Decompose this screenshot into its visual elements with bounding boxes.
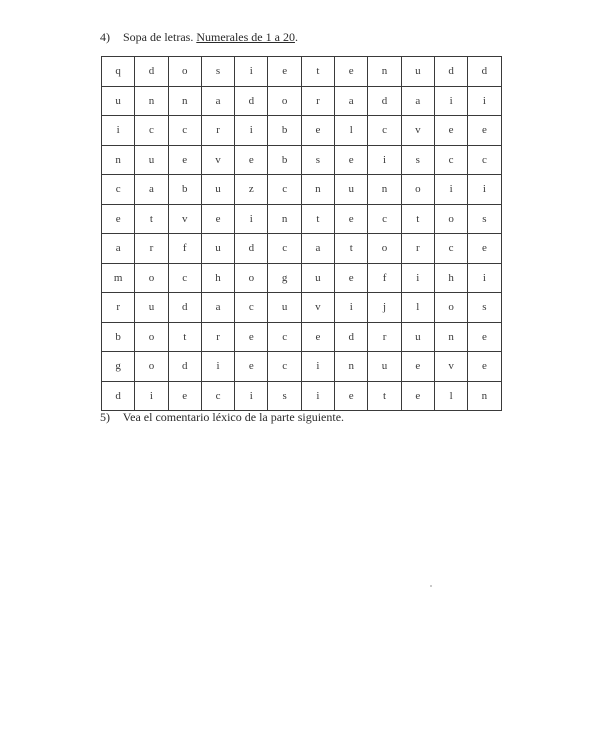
grid-letter-cell: u [201,175,234,205]
grid-letter-cell: n [135,86,168,116]
grid-letter-cell: e [301,322,334,352]
grid-letter-cell: c [268,352,301,382]
grid-letter-cell: i [434,86,467,116]
grid-letter-cell: d [335,322,368,352]
grid-row [102,263,502,293]
grid-letter-cell: j [368,293,401,323]
grid-letter-cell: r [201,322,234,352]
grid-letter-cell: u [102,86,135,116]
grid-letter-cell: d [468,57,501,87]
grid-row [102,86,502,116]
grid-row [102,381,502,411]
grid-letter-cell: n [268,204,301,234]
grid-letter-cell: e [468,322,501,352]
grid-letter-cell: c [201,381,234,411]
grid-letter-cell: a [335,86,368,116]
grid-letter-cell: m [102,263,135,293]
grid-letter-cell: n [434,322,467,352]
grid-letter-cell: l [434,381,467,411]
grid-letter-cell: d [235,86,268,116]
grid-letter-cell: d [168,352,201,382]
grid-letter-cell: b [168,175,201,205]
grid-letter-cell: t [401,204,434,234]
grid-letter-cell: t [301,204,334,234]
exercise-subtitle: Numerales de 1 a 20 [196,30,295,44]
grid-letter-cell: h [434,263,467,293]
grid-letter-cell: l [335,116,368,146]
grid-letter-cell: e [434,116,467,146]
grid-letter-cell: u [135,293,168,323]
grid-letter-cell: i [235,116,268,146]
grid-letter-cell: u [301,263,334,293]
grid-letter-cell: s [468,293,501,323]
grid-letter-cell: f [168,234,201,264]
exercise-title-period: . [294,30,298,44]
exercise-number: 5) [100,410,110,424]
grid-letter-cell: e [468,116,501,146]
grid-letter-cell: o [434,293,467,323]
grid-letter-cell: a [401,86,434,116]
grid-letter-cell: e [201,204,234,234]
grid-letter-cell: z [235,175,268,205]
grid-letter-cell: t [335,234,368,264]
grid-row [102,175,502,205]
grid-letter-cell: g [268,263,301,293]
grid-letter-cell: u [368,352,401,382]
grid-letter-cell: o [168,57,201,87]
grid-letter-cell: d [434,57,467,87]
grid-letter-cell: u [401,57,434,87]
grid-letter-cell: e [468,234,501,264]
grid-letter-cell: r [102,293,135,323]
grid-letter-cell: v [401,116,434,146]
grid-letter-cell: n [102,145,135,175]
grid-row [102,145,502,175]
grid-row [102,352,502,382]
grid-letter-cell: i [401,263,434,293]
grid-row [102,322,502,352]
grid-letter-cell: i [235,204,268,234]
grid-letter-cell: i [468,175,501,205]
grid-letter-cell: o [434,204,467,234]
grid-letter-cell: d [235,234,268,264]
grid-letter-cell: i [135,381,168,411]
grid-letter-cell: d [102,381,135,411]
grid-letter-cell: b [268,116,301,146]
grid-letter-cell: s [201,57,234,87]
grid-letter-cell: l [401,293,434,323]
grid-letter-cell: d [368,86,401,116]
grid-letter-cell: d [168,293,201,323]
grid-letter-cell: n [468,381,501,411]
grid-letter-cell: e [235,352,268,382]
grid-letter-cell: u [201,234,234,264]
grid-letter-cell: c [368,204,401,234]
exercise-4-heading [100,30,298,45]
grid-letter-cell: h [201,263,234,293]
grid-letter-cell: n [168,86,201,116]
grid-letter-cell: o [368,234,401,264]
grid-letter-cell: f [368,263,401,293]
grid-letter-cell: e [335,145,368,175]
grid-letter-cell: e [168,145,201,175]
grid-letter-cell: b [268,145,301,175]
grid-letter-cell: c [268,322,301,352]
grid-letter-cell: e [401,352,434,382]
grid-letter-cell: g [102,352,135,382]
grid-letter-cell: r [401,234,434,264]
grid-letter-cell: i [201,352,234,382]
grid-row [102,57,502,87]
grid-letter-cell: e [235,322,268,352]
grid-letter-cell: u [401,322,434,352]
exercise-5-note [100,410,344,425]
exercise-note-text: Vea el comentario léxico de la parte siguiente. [122,410,345,424]
grid-row [102,204,502,234]
grid-letter-cell: e [301,116,334,146]
grid-letter-cell: s [301,145,334,175]
grid-letter-cell: a [102,234,135,264]
grid-letter-cell: n [368,175,401,205]
grid-letter-cell: c [434,145,467,175]
grid-letter-cell: a [201,293,234,323]
grid-letter-cell: a [301,234,334,264]
grid-letter-cell: n [301,175,334,205]
grid-letter-cell: e [335,263,368,293]
grid-letter-cell: e [468,352,501,382]
grid-letter-cell: c [268,234,301,264]
grid-letter-cell: u [135,145,168,175]
grid-letter-cell: v [168,204,201,234]
grid-letter-cell: o [135,322,168,352]
grid-letter-cell: o [268,86,301,116]
grid-letter-cell: c [168,263,201,293]
exercise-title: Sopa de letras. [123,30,194,44]
grid-letter-cell: e [401,381,434,411]
grid-letter-cell: t [301,57,334,87]
grid-letter-cell: t [168,322,201,352]
grid-letter-cell: r [301,86,334,116]
grid-letter-cell: e [335,204,368,234]
grid-letter-cell: a [201,86,234,116]
grid-letter-cell: t [368,381,401,411]
grid-letter-cell: c [268,175,301,205]
word-search-grid [101,56,502,411]
grid-letter-cell: e [268,57,301,87]
grid-row [102,293,502,323]
grid-letter-cell: r [201,116,234,146]
grid-letter-cell: r [368,322,401,352]
grid-letter-cell: u [335,175,368,205]
grid-letter-cell: i [102,116,135,146]
word-search-grid-body [102,57,502,411]
grid-letter-cell: a [135,175,168,205]
grid-letter-cell: i [434,175,467,205]
grid-row [102,116,502,146]
grid-letter-cell: i [301,381,334,411]
grid-letter-cell: e [235,145,268,175]
grid-letter-cell: q [102,57,135,87]
grid-letter-cell: c [168,116,201,146]
grid-letter-cell: c [368,116,401,146]
scan-speck [430,585,432,587]
grid-letter-cell: i [468,263,501,293]
exercise-number: 4) [100,30,110,44]
grid-letter-cell: c [434,234,467,264]
grid-letter-cell: c [102,175,135,205]
grid-letter-cell: i [468,86,501,116]
grid-letter-cell: t [135,204,168,234]
grid-letter-cell: v [301,293,334,323]
grid-letter-cell: e [335,57,368,87]
grid-row [102,234,502,264]
grid-letter-cell: b [102,322,135,352]
grid-letter-cell: c [135,116,168,146]
grid-letter-cell: o [135,263,168,293]
grid-letter-cell: c [235,293,268,323]
grid-letter-cell: o [401,175,434,205]
grid-letter-cell: i [235,57,268,87]
grid-letter-cell: o [235,263,268,293]
grid-letter-cell: s [468,204,501,234]
grid-letter-cell: n [368,57,401,87]
grid-letter-cell: e [102,204,135,234]
grid-letter-cell: d [135,57,168,87]
grid-letter-cell: u [268,293,301,323]
grid-letter-cell: v [201,145,234,175]
grid-letter-cell: c [468,145,501,175]
grid-letter-cell: v [434,352,467,382]
grid-letter-cell: i [301,352,334,382]
grid-letter-cell: o [135,352,168,382]
grid-letter-cell: e [335,381,368,411]
grid-letter-cell: s [268,381,301,411]
grid-letter-cell: i [368,145,401,175]
grid-letter-cell: e [168,381,201,411]
grid-letter-cell: i [235,381,268,411]
grid-letter-cell: s [401,145,434,175]
grid-letter-cell: n [335,352,368,382]
grid-letter-cell: r [135,234,168,264]
grid-letter-cell: i [335,293,368,323]
